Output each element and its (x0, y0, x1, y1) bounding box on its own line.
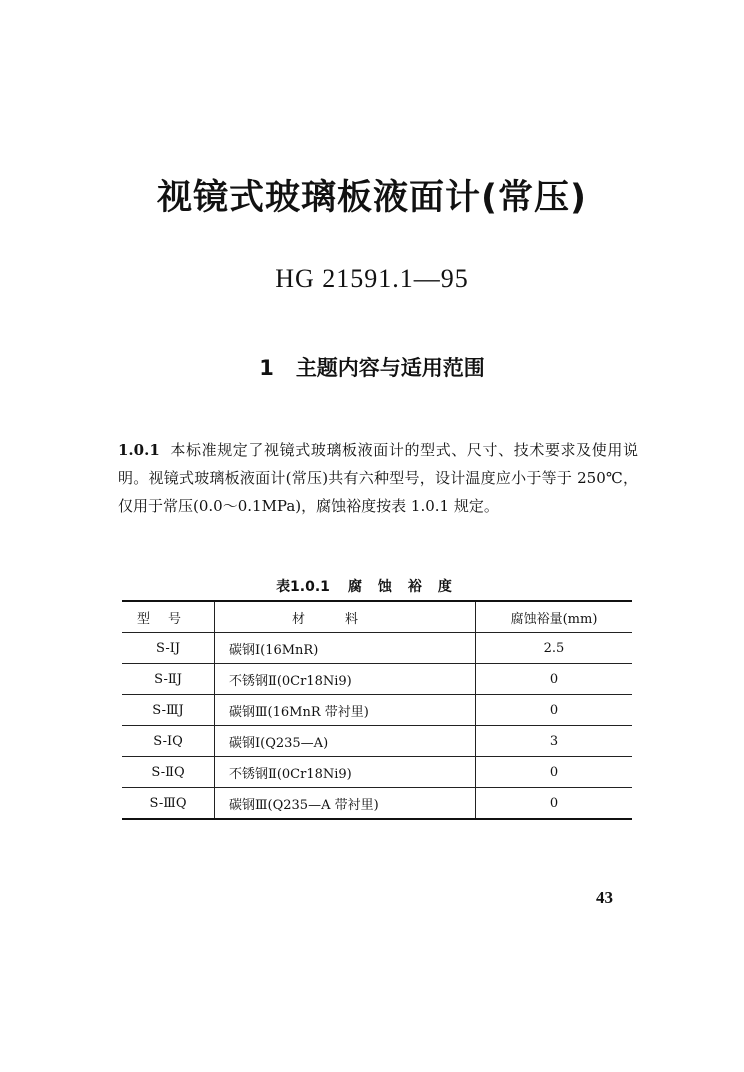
section-number: 1 (259, 356, 274, 380)
header-material: 材料 (215, 601, 476, 633)
cell-allowance: 0 (476, 757, 633, 788)
table-header-row (122, 601, 632, 633)
clause-paragraph (118, 436, 638, 520)
document-title: 视镜式玻璃板液面计(常压) (157, 178, 587, 218)
section-heading (0, 352, 744, 382)
header-type: 型号 (122, 601, 215, 633)
cell-type: S-ⅡQ (122, 757, 215, 788)
cell-type: S-ⅡJ (122, 664, 215, 695)
cell-allowance: 0 (476, 788, 633, 820)
cell-allowance: 0 (476, 664, 633, 695)
table-caption (0, 576, 744, 596)
table-row (122, 633, 632, 664)
table-row (122, 788, 632, 820)
table-caption-number: 表1.0.1 (276, 579, 330, 595)
cell-allowance: 2.5 (476, 633, 633, 664)
standard-code: HG 21591.1—95 (275, 264, 469, 293)
corrosion-allowance-table (122, 600, 632, 820)
cell-type: S-ⅠJ (122, 633, 215, 664)
cell-material: 碳钢Ⅲ(Q235—A 带衬里) (215, 788, 476, 820)
table-row (122, 726, 632, 757)
table-row (122, 695, 632, 726)
table-row (122, 757, 632, 788)
cell-type: S-ⅢJ (122, 695, 215, 726)
page-number: 43 (596, 888, 613, 907)
cell-material: 不锈钢Ⅱ(0Cr18Ni9) (215, 664, 476, 695)
cell-material: 碳钢Ⅰ(16MnR) (215, 633, 476, 664)
cell-type: S-ⅢQ (122, 788, 215, 820)
clause-text: 本标准规定了视镜式玻璃板液面计的型式、尺寸、技术要求及使用说明。视镜式玻璃板液面计(常压)共有六种型号，设计温度应小于等于 250℃，仅用于常压(0.0～0.1MPa)，腐蚀裕度按表 1.0.1 规定。 (118, 441, 638, 515)
cell-material: 碳钢Ⅰ(Q235—A) (215, 726, 476, 757)
table-row (122, 664, 632, 695)
table-caption-title: 腐蚀裕度 (347, 579, 468, 595)
cell-material: 不锈钢Ⅱ(0Cr18Ni9) (215, 757, 476, 788)
cell-material: 碳钢Ⅲ(16MnR 带衬里) (215, 695, 476, 726)
cell-allowance: 0 (476, 695, 633, 726)
clause-number: 1.0.1 (118, 441, 160, 459)
cell-type: S-ⅠQ (122, 726, 215, 757)
header-allowance: 腐蚀裕量(mm) (476, 601, 633, 633)
cell-allowance: 3 (476, 726, 633, 757)
section-title: 主题内容与适用范围 (295, 356, 485, 380)
